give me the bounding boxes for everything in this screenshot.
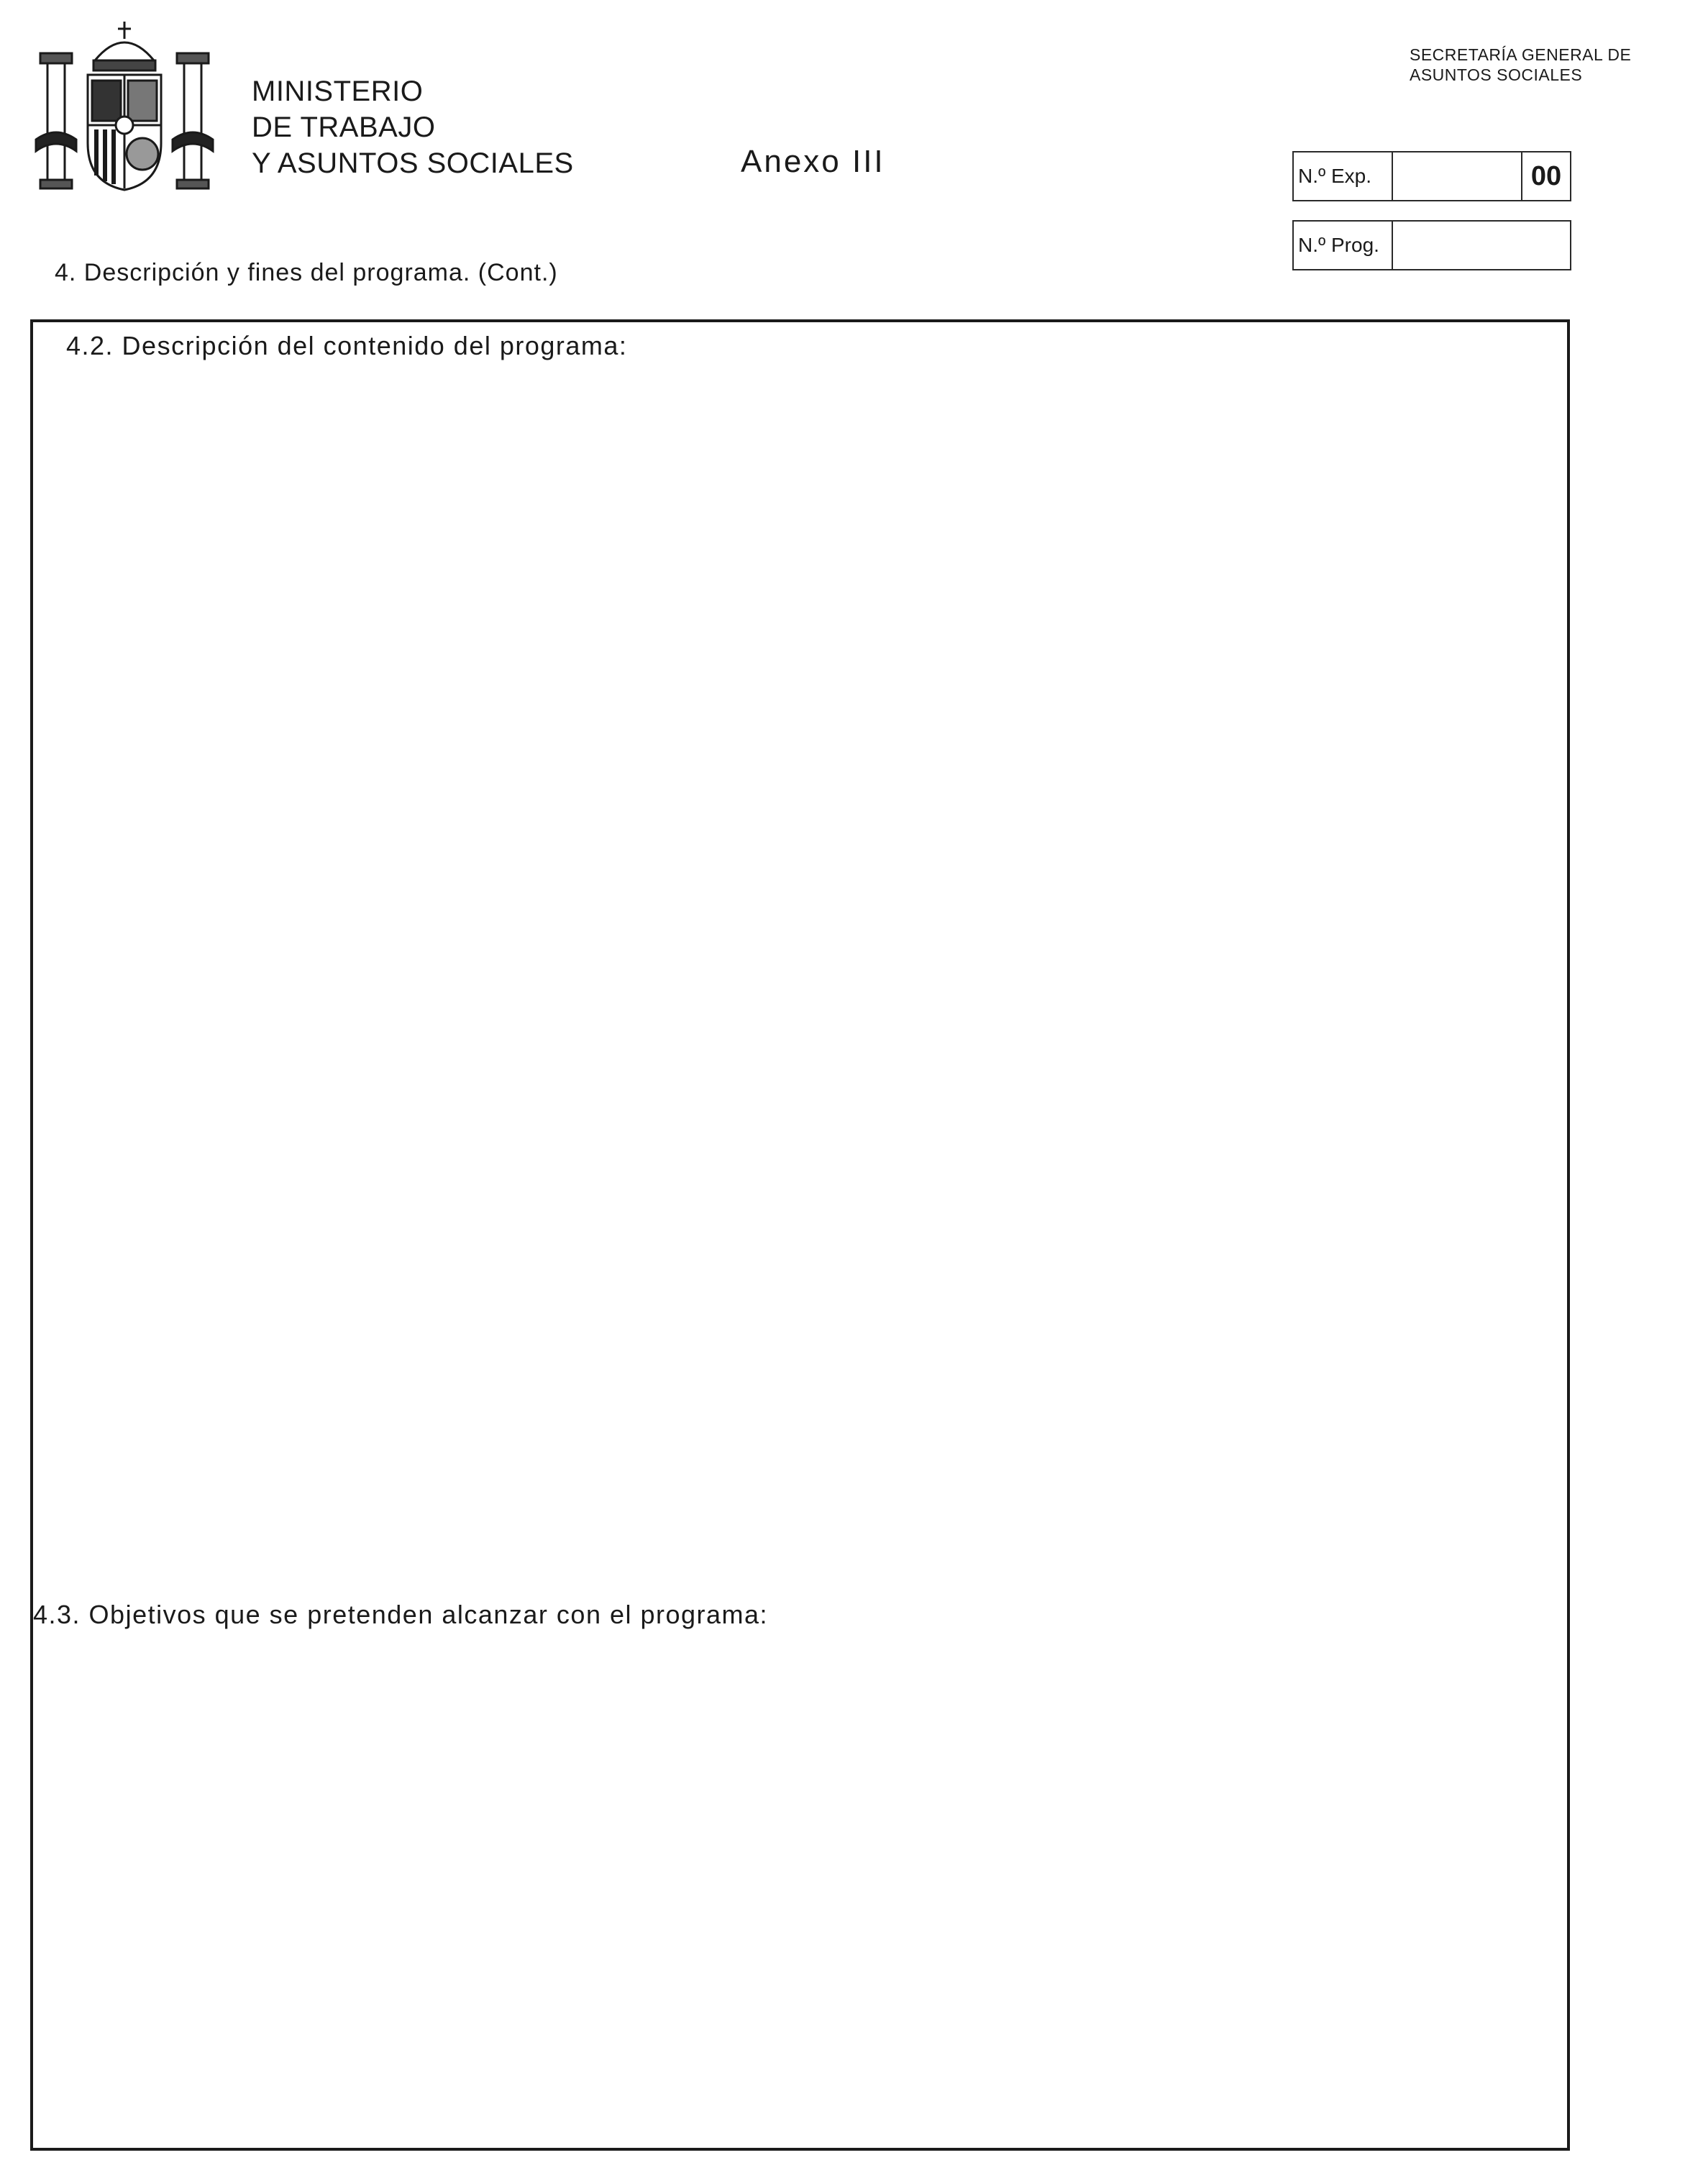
secretaria-line-1: SECRETARÍA GENERAL DE <box>1410 45 1632 64</box>
programa-number-box <box>1292 220 1571 270</box>
ministry-line-3: Y ASUNTOS SOCIALES <box>252 147 574 179</box>
expediente-label: N.º Exp. <box>1294 152 1393 200</box>
secretaria-line-2: ASUNTOS SOCIALES <box>1410 65 1583 84</box>
objectives-field[interactable] <box>66 1647 1543 2125</box>
ministry-name <box>252 73 574 181</box>
programa-field[interactable] <box>1393 222 1570 269</box>
programa-label: N.º Prog. <box>1294 222 1393 269</box>
content-description-heading: 4.2. Descripción del contenido del programa: <box>66 331 628 360</box>
ministry-line-2: DE TRABAJO <box>252 111 436 143</box>
section-title: 4. Descripción y fines del programa. (Cont.) <box>55 259 558 286</box>
secretaria-general <box>1410 45 1631 85</box>
objectives-heading: 4.3. Objetivos que se pretenden alcanzar con el programa: <box>33 1600 769 1629</box>
expediente-suffix: 00 <box>1521 152 1570 200</box>
annex-title: Anexo III <box>741 144 885 179</box>
spain-coat-of-arms-icon <box>30 17 219 197</box>
ministry-line-1: MINISTERIO <box>252 76 424 107</box>
expediente-field[interactable] <box>1393 152 1521 200</box>
content-description-field[interactable] <box>66 374 1543 1585</box>
expediente-number-box <box>1292 151 1571 201</box>
